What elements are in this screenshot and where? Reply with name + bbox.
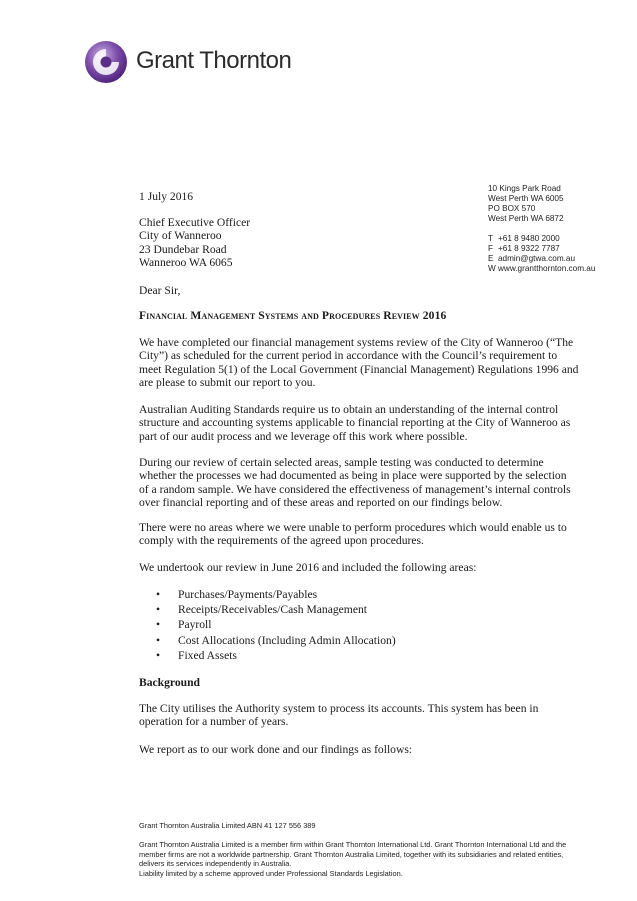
contact-address-line: West Perth WA 6005: [488, 194, 564, 203]
list-item: • Cost Allocations (Including Admin Allocation): [156, 633, 396, 647]
paragraph-findings-intro: We report as to our work done and our findings as follows:: [139, 743, 413, 756]
list-item: • Purchases/Payments/Payables: [156, 588, 318, 601]
paragraph-auditing-standards: Australian Auditing Standards require us to obtain an understanding of the internal control structure and accounting systems applicable to financial reporting at the City of Wanneroo as part of our audit process and we leverage off this work where possible.: [139, 403, 571, 443]
contact-address-line: 10 Kings Park Road: [488, 184, 561, 193]
paragraph-background: The City utilises the Authority system to process its accounts. This system has been in operation for a number of years.: [139, 702, 539, 729]
list-item: • Fixed Assets: [156, 648, 237, 662]
paragraph-review-areas: We undertook our review in June 2016 and included the following areas:: [139, 561, 477, 574]
bullet-icon: •: [156, 633, 161, 647]
paragraph-no-limitations: There were no areas where we were unable to perform procedures which would enable us to comply with the requirements of the agreed upon procedures.: [139, 521, 567, 548]
recipient-line: Wanneroo WA 6065: [139, 256, 233, 270]
letter-title: Financial Management Systems and Procedures Review 2016: [139, 309, 447, 322]
bullet-icon: •: [156, 588, 161, 601]
contact-address-line: PO BOX 570: [488, 204, 536, 213]
grant-thornton-logo: [84, 40, 314, 84]
recipient-line: 23 Dundebar Road: [139, 242, 227, 256]
bullet-icon: •: [156, 618, 161, 632]
contact-address-line: West Perth WA 6872: [488, 214, 564, 223]
salutation: Dear Sir,: [139, 284, 181, 297]
recipient-line: Chief Executive Officer: [139, 216, 251, 229]
logo-mark-icon: [84, 40, 128, 84]
footer-liability: Liability limited by a scheme approved under Professional Standards Legislation.: [139, 869, 403, 878]
footer-disclaimer: Grant Thornton Australia Limited is a member firm within Grant Thornton International Ltd. Grant Thornton International Ltd and the member firms are not a worldwide partnership. Grant Thornton Australia Limited, together with its subsidiaries and related entities, delivers its services independently in Australia.: [139, 840, 567, 869]
paragraph-intro: We have completed our financial management systems review of the City of Wanneroo (“The City”) as scheduled for the current period in accordance with the Council’s requirement to meet Regulation 5(1) of the Local Government (Financial Management) Regulations 1996 and are please to submit our report to you.: [139, 336, 579, 390]
list-item: • Payroll: [156, 618, 212, 632]
contact-fax: F +61 8 9322 7787: [488, 244, 560, 253]
recipient-address: [139, 216, 250, 270]
contact-web: W www.grantthornton.com.au: [488, 264, 596, 273]
background-heading: Background: [139, 676, 200, 689]
contact-email: E admin@gtwa.com.au: [488, 254, 576, 263]
paragraph-sample-testing: During our review of certain selected areas, sample testing was conducted to determine whether the processes we had documented as being in place were supported by the selection of a random sample. We have considered the effectiveness of management’s internal controls over financial reporting and of these areas and reported on our findings below.: [139, 456, 571, 510]
bullet-icon: •: [156, 648, 161, 662]
footer-abn: Grant Thornton Australia Limited ABN 41 127 556 389: [139, 821, 316, 830]
list-item: • Receipts/Receivables/Cash Management: [156, 603, 367, 617]
bullet-icon: •: [156, 603, 161, 617]
contact-phone: T +61 8 9480 2000: [488, 234, 560, 243]
review-areas-list: [139, 587, 396, 663]
letter-date: 1 July 2016: [139, 190, 194, 203]
recipient-line: City of Wanneroo: [139, 229, 222, 243]
contact-block: [488, 184, 628, 274]
logo-wordmark: Grant Thornton: [136, 47, 292, 74]
